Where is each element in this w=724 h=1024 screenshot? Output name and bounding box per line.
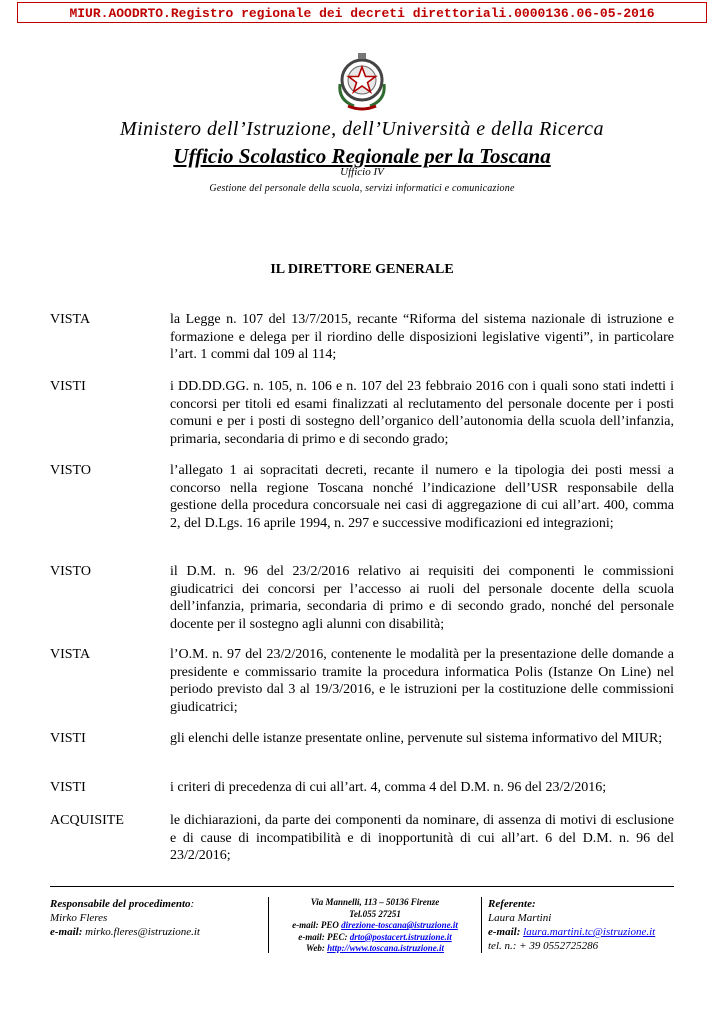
clause-key: VISTA	[50, 312, 91, 327]
office-phone: Tel.055 27251	[349, 908, 401, 919]
footer-referent	[488, 897, 688, 953]
referent-name: Laura Martini	[488, 912, 552, 924]
clause	[50, 378, 674, 448]
clause-key: VISTO	[50, 564, 91, 579]
ministry-name: Ministero dell’Istruzione, dell’Università e della Ricerca	[119, 118, 605, 140]
clause	[50, 730, 674, 748]
clause-key: VISTI	[50, 379, 86, 394]
unit-name: Ufficio IV	[340, 166, 384, 178]
clause	[50, 646, 674, 716]
responsible-name: Mirko Fleres	[50, 912, 108, 924]
clause-text: gli elenchi delle istanze presentate online, pervenute sul sistema informativo del MIUR;	[170, 731, 663, 746]
clause-text: l’O.M. n. 97 del 23/2/2016, contenente le modalità per la presentazione delle domande a presidente e commissario tramite la procedura informatica Polis (Istanze On Line) nel periodo previsto dal 3 al 19/3/2016, e le istruzioni per la costituzione delle commissioni giudicatrici;	[170, 647, 674, 715]
referent-email-label: e-mail:	[488, 926, 521, 938]
clause-text: l’allegato 1 ai sopracitati decreti, recante il numero e la tipologia dei posti messi a concorso nella regione Toscana nonché l’indicazione dell’USR responsabile della gestione della procedura concorsuale nei casi di aggregazione di cui all’art. 400, comma 2, del D.Lgs. 16 aprile 1994, n. 297 e successive modificazioni ed integrazioni;	[170, 463, 674, 531]
clause-text: le dichiarazioni, da parte dei componenti da nominare, di assenza di motivi di esclusione e di cause di incompatibilità e di inopportunità di cui all’art. 6 del D.M. n. 96 del 23/2/2016;	[170, 813, 674, 863]
pec-label: e-mail: PEC:	[298, 931, 348, 942]
footer-contacts	[268, 897, 482, 953]
website-link[interactable]: http://www.toscana.istruzione.it	[327, 943, 445, 954]
referent-phone: tel. n.: + 39 0552725286	[488, 940, 599, 952]
pec-email-link[interactable]: drto@postacert.istruzione.it	[349, 931, 452, 942]
office-address: Via Mannelli, 113 – 50136 Firenze	[310, 897, 440, 907]
responsible-email-label: e-mail:	[50, 926, 83, 938]
clause-key: VISTI	[50, 780, 86, 795]
footer-divider	[50, 886, 674, 887]
document-title: IL DIRETTORE GENERALE	[270, 262, 454, 277]
clause	[50, 311, 674, 364]
responsible-label: Responsabile del procedimento	[50, 898, 191, 910]
clause-text: i DD.DD.GG. n. 105, n. 106 e n. 107 del 23 febbraio 2016 con i quali sono stati indetti i concorsi per titoli ed esami finalizzati al reclutamento del personale docente per i posti comuni e per i posti di sostegno dell’organico dell’autonomia della scuola dell’infanzia, primaria, secondaria di primo e di secondo grado;	[170, 379, 674, 447]
office-name: Ufficio Scolastico Regionale per la Toscana	[173, 144, 551, 168]
footer-responsible: Responsabile del procedimento: Mirko Fleres e-mail: mirko.fleres@istruzione.it	[50, 897, 260, 939]
italian-republic-emblem-icon	[334, 50, 390, 112]
peo-label: e-mail: PEO	[292, 920, 339, 931]
clause-key: VISTI	[50, 731, 86, 746]
clause-text: il D.M. n. 96 del 23/2/2016 relativo ai requisiti dei componenti le commissioni giudicatrici dei concorsi per l’accesso ai ruoli del personale docente della scuola dell’infanzia, primaria, secondaria di primo e di secondo grado, nonché del personale docente per il sostegno agli alunni con disabilità;	[170, 564, 674, 632]
responsible-email[interactable]: mirko.fleres@istruzione.it	[85, 926, 200, 938]
clause	[50, 779, 674, 797]
referent-email-link[interactable]: laura.martini.tc@istruzione.it	[523, 926, 656, 938]
clause	[50, 462, 674, 532]
referent-label: Referente:	[488, 898, 536, 910]
clause	[50, 563, 674, 633]
clause-key: VISTO	[50, 463, 91, 478]
web-label: Web:	[305, 943, 325, 954]
clause-key: VISTA	[50, 647, 91, 662]
protocol-stamp: MIUR.AOODRTO.Registro regionale dei decreti direttoriali.0000136.06-05-2016	[17, 2, 707, 23]
clause-text: i criteri di precedenza di cui all’art. 4, comma 4 del D.M. n. 96 del 23/2/2016;	[170, 780, 607, 795]
clause-text: la Legge n. 107 del 13/7/2015, recante “Riforma del sistema nazionale di istruzione e formazione e delega per il riordino delle disposizioni legislative vigenti”, in particolare l’art. 1 commi dal 109 al 114;	[170, 312, 674, 362]
area-name: Gestione del personale della scuola, servizi informatici e comunicazione	[209, 183, 515, 194]
clause-key: ACQUISITE	[50, 813, 124, 828]
clause	[50, 812, 674, 865]
peo-email-link[interactable]: direzione-toscana@istruzione.it	[341, 920, 458, 931]
